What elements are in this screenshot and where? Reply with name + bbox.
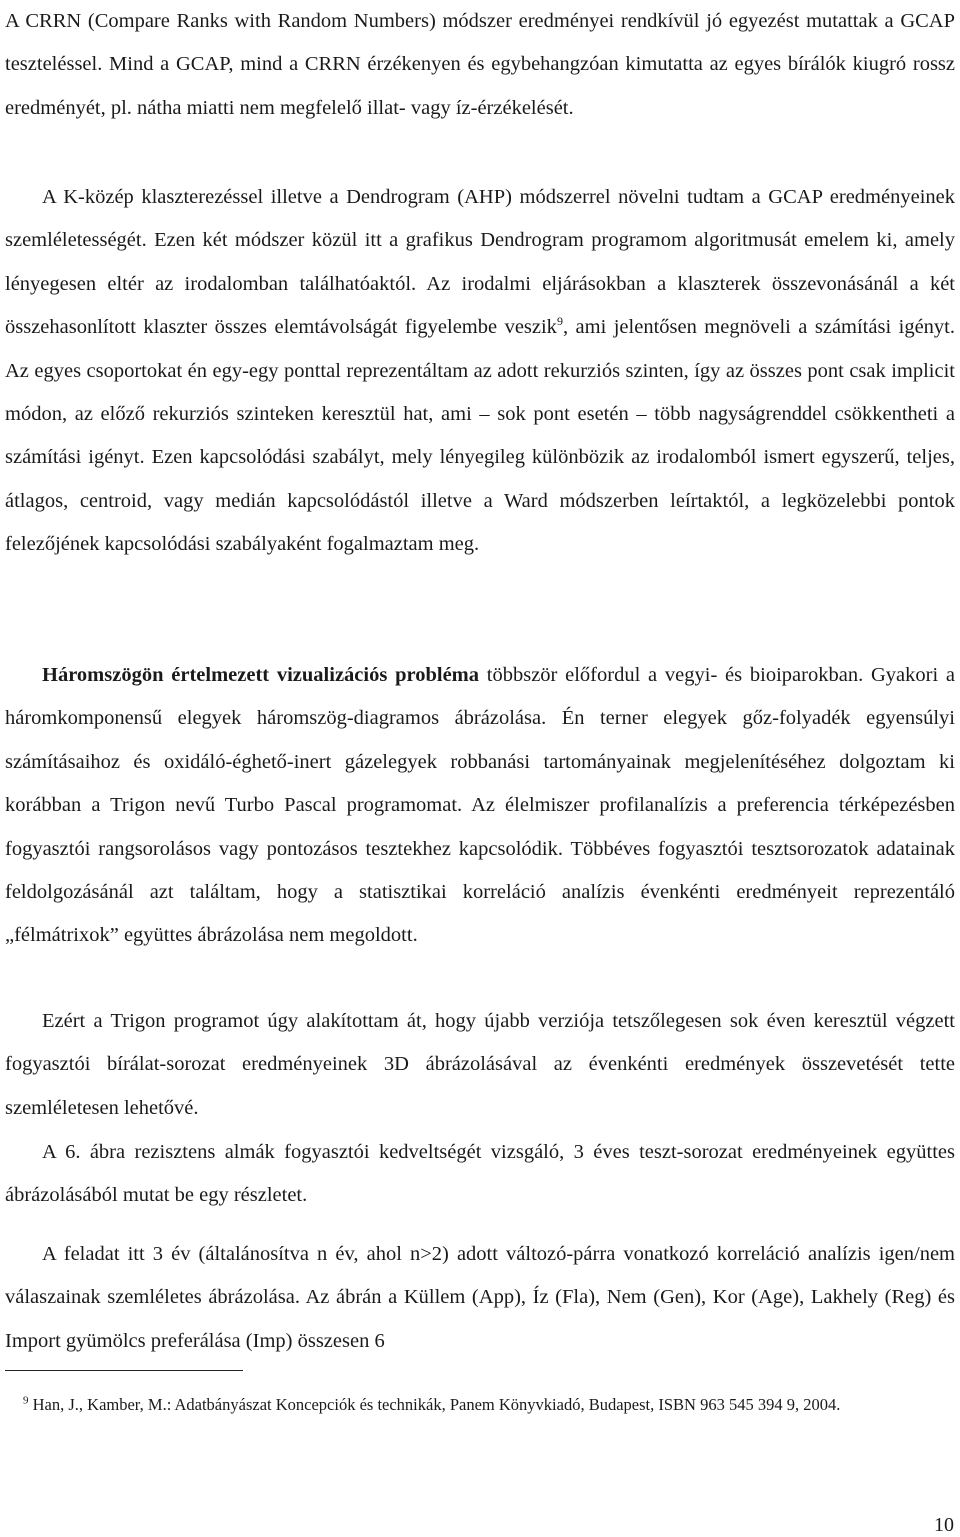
paragraph-triangle [5,654,955,958]
footnote-reference[interactable]: 9 [556,314,563,329]
page-number: 10 [934,1514,954,1536]
footnote [23,1392,953,1417]
paragraph-triangle-text: többször előfordul a vegyi- és bioiparokban. Gyakori a háromkomponensű elegyek háromszög-diagramos ábrázolása. Én terner elegyek gőz-folyadék egyensúlyi számításaihoz és oxidáló-éghető-inert gázelegyek robbanási tartományainak megjelenítéséhez dolgoztam ki korábban a Trigon nevű Turbo Pascal programomat. Az élelmiszer profilanalízis a preferencia térképezésben fogyasztói rangsorolásos vagy pontozásos tesztekhez kapcsolódik. Többéves fogyasztói tesztsorozatok adatainak feldolgozásánál azt találtam, hogy a statisztikai korreláció analízis évenkénti eredményeit reprezentáló „félmátrixok” együttes ábrázolása nem megoldott. [5,664,956,947]
paragraph-trigon: Ezért a Trigon programot úgy alakítottam át, hogy újabb verziója tetszőlegesen sok éven keresztül végzett fogyasztói bírálat-sorozat eredményeinek 3D ábrázolásával az évenkénti eredmények összevetését tette szemléletesen lehetővé. [5,1010,955,1119]
paragraph-crrn: A CRRN (Compare Ranks with Random Numbers) módszer eredményei rendkívül jó egyezést mutattak a GCAP teszteléssel. Mind a GCAP, mind a CRRN érzékenyen és egybehangzóan kimutatta az egyes bírálók kiugró rossz eredményét, pl. nátha miatti nem megfelelő illat- vagy íz-érzékelését. [5,10,955,119]
paragraph-dendrogram [5,176,955,567]
footnote-number: 9 [23,1394,29,1407]
paragraph-triangle-heading: Háromszögön értelmezett vizualizációs probléma [42,664,479,686]
paragraph-dendrogram-text-b: , ami jelentősen megnöveli a számítási igényt. Az egyes csoportokat én egy-egy ponttal reprezentáltam az adott rekurziós szinten, így az összes pont csak implicit módon, az előző rekurziós szinteken keresztül hat, ami – sok pont esetén – több nagyságrenddel csökkentheti a számítási igényt. Ezen kapcsolódási szabályt, mely lényegileg különbözik az irodalomból ismert egyszerű, teljes, átlagos, centroid, vagy medián kapcsolódástól illetve a Ward módszerben leírtaktól, a legközelebbi pontok felezőjének kapcsolódási szabályaként fogalmaztam meg. [5,316,955,556]
footnote-divider [5,1370,243,1371]
paragraph-task: A feladat itt 3 év (általánosítva n év, ahol n>2) adott változó-párra vonatkozó korreláció analízis igen/nem válaszainak szemléletes ábrázolása. Az ábrán a Küllem (App), Íz (Fla), Nem (Gen), Kor (Age), Lakhely (Reg) és Import gyümölcs preferálása (Imp) összesen 6 [5,1243,955,1352]
paragraph-figure-6: A 6. ábra rezisztens almák fogyasztói kedveltségét vizsgáló, 3 éves teszt-sorozat eredményeinek együttes ábrázolásából mutat be egy részletet. [5,1141,955,1207]
footnote-text: Han, J., Kamber, M.: Adatbányászat Koncepciók és technikák, Panem Könyvkiadó, Budapest, ISBN 963 545 394 9, 2004. [32,1395,841,1414]
paragraph-dendrogram-text-a: A K-közép klaszterezéssel illetve a Dendrogram (AHP) módszerrel növelni tudtam a GCAP eredményeinek szemléletességét. Ezen két módszer közül itt a grafikus Dendrogram programom algoritmusát emelem ki, amely lényegesen eltér az irodalomban találhatóaktól. Az irodalmi eljárásokban a klaszterek összevonásánál a két összehasonlított klaszter összes elemtávolságát figyelembe veszik [5,186,955,339]
